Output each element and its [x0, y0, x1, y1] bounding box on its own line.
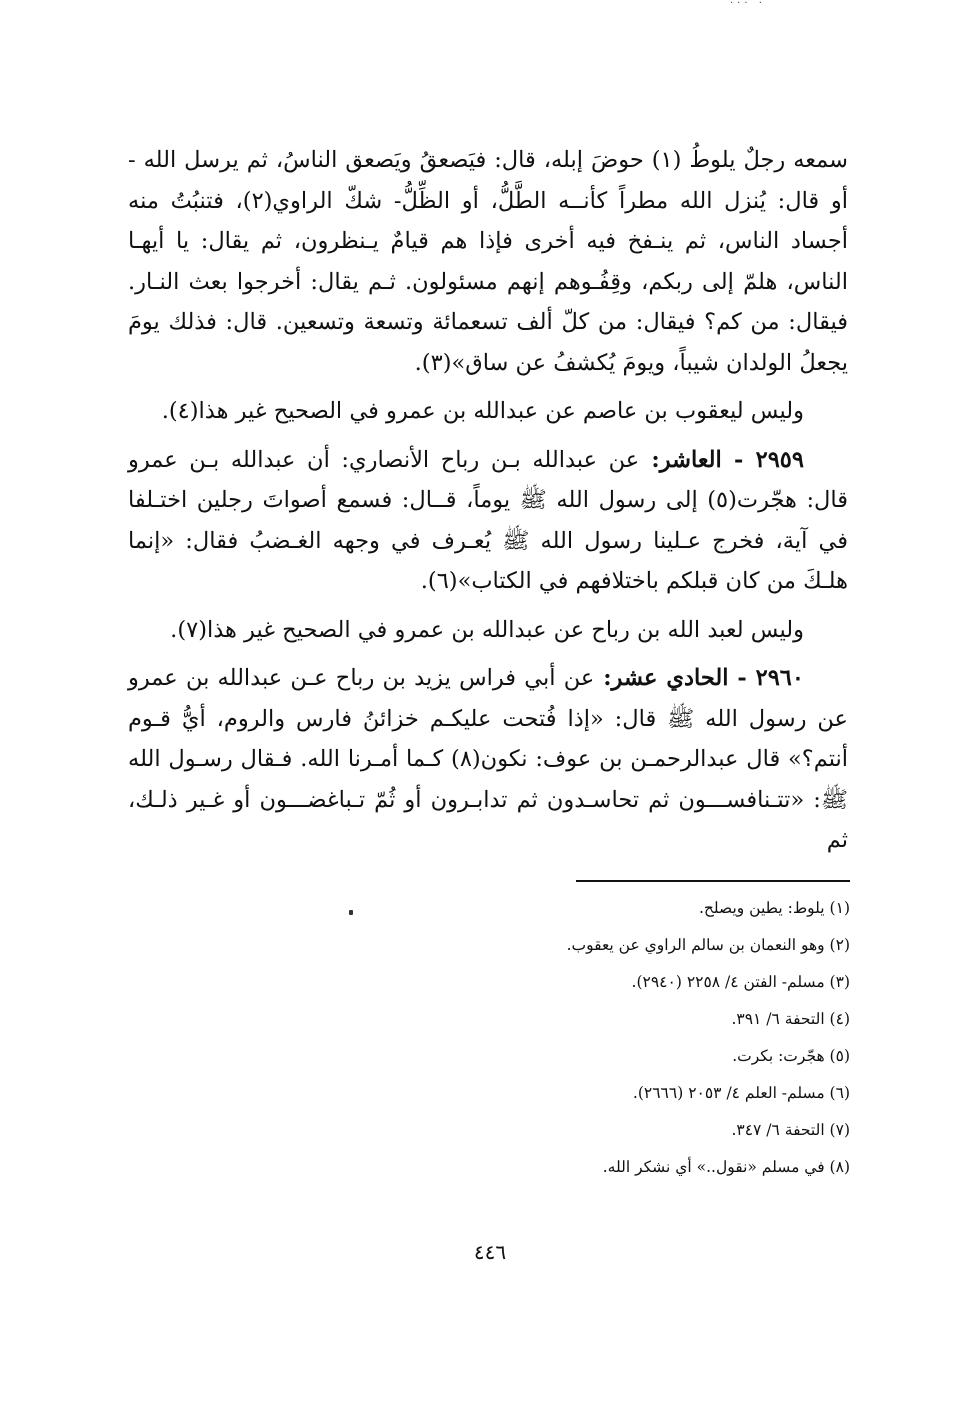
- paragraph-1-text: سمعه رجلٌ يلوطُ (١) حوضَ إبله، قال: فيَصعقُ ويَصعق الناسُ، ثم يرسل الله - أو قال: يُنزل الله مطراً كأنــه الطَّلُّ، أو الظِّلُّ- شكّ الراوي(٢)، فتنبُتُ منه أجساد الناس، ثم ينـفخ فيه أخرى فإذا هم قيامٌ يـنظرون، ثم يقال: يا أيهـا الناس، هلمّ إلى ربكم، وقِفُـوهم إنهم مسئولون. ثـم يقال: أخرجوا بعث النـار. فيقال: من كم؟ فيقال: من كلّ ألف تسعمائة وتسعة وتسعين. قال: فذلك يومَ يجعلُ الولدان شيباً، ويومَ يُكشفُ عن ساق»(٣).: [128, 147, 849, 376]
- hadith-text: عن أبي فراس يزيد بن رباح عـن عبدالله بن عمرو عن رسول الله ﷺ قال: «إذا فُتحت عليكـم خزائنُ فارس والروم، أيُّ قـوم أنتم؟» قال عبدالرحمـن بن عوف: نكون(٨) كـما أمـرنا الله. فـقال رسـول الله ﷺ: «تتـنافســـون ثم تحاسـدون ثم تدابـرون أو ثُمّ تـباغضـــون أو غـير ذلـك، ثم: [128, 665, 849, 853]
- footnote: (٥) هجّرت: بكرت.: [732, 1047, 850, 1065]
- hadith-2960: [128, 658, 848, 861]
- hadith-title: الحادي عشر:: [594, 665, 729, 691]
- page-number: ٤٤٦: [473, 1240, 507, 1264]
- paragraph-2-text: وليس ليعقوب بن عاصم عن عبدالله بن عمرو في الصحيح غير هذا(٤).: [161, 398, 804, 424]
- hadith-number: ٢٩٦٠ -: [728, 665, 804, 691]
- paragraph-1: [128, 140, 848, 383]
- paragraph-2: [128, 391, 848, 432]
- footnote: (٢) وهو النعمان بن سالم الراوي عن يعقوب.: [566, 936, 850, 954]
- paragraph-4: [128, 610, 848, 651]
- hadith-number: ٢٩٥٩ -: [721, 446, 804, 473]
- footnotes-list: [300, 890, 850, 1186]
- footnote-divider: [576, 880, 850, 882]
- footnote: (٤) التحفة ٦/ ٣٩١.: [731, 1010, 850, 1028]
- footnote: (٨) في مسلم «نقول..» أي نشكر الله.: [602, 1158, 850, 1176]
- footnote: (٣) مسلم- الفتن ٤/ ٢٢٥٨ (٢٩٤٠).: [631, 973, 850, 991]
- paragraph-4-text: وليس لعبد الله بن رباح عن عبدالله بن عمرو في الصحيح غير هذا(٧).: [170, 616, 804, 643]
- top-edge-marks: ··· ·: [730, 0, 766, 9]
- footnote: (٦) مسلم- العلم ٤/ ٢٠٥٣ (٢٦٦٦).: [632, 1084, 850, 1102]
- main-text: [128, 140, 848, 861]
- hadith-title: العاشر:: [639, 446, 722, 473]
- hadith-2959: [128, 440, 848, 602]
- hadith-text: عن عبدالله بـن رباح الأنصاري: أن عبدالله بـن عمرو قال: هجّرت(٥) إلى رسول الله ﷺ يوماً، قــال: فسمع أصواتَ رجلين اختـلفا في آية، فخرج عـلينا رسول الله ﷺ يُعـرف في وجهه الغـضبُ فقال: «إنما هلـكَ من كان قبلكم باختلافهم في الكتاب»(٦).: [128, 446, 848, 594]
- footnote: (٧) التحفة ٦/ ٣٤٧.: [731, 1121, 850, 1139]
- footnote: (١) يلوط: يطين ويصلح.: [698, 899, 850, 917]
